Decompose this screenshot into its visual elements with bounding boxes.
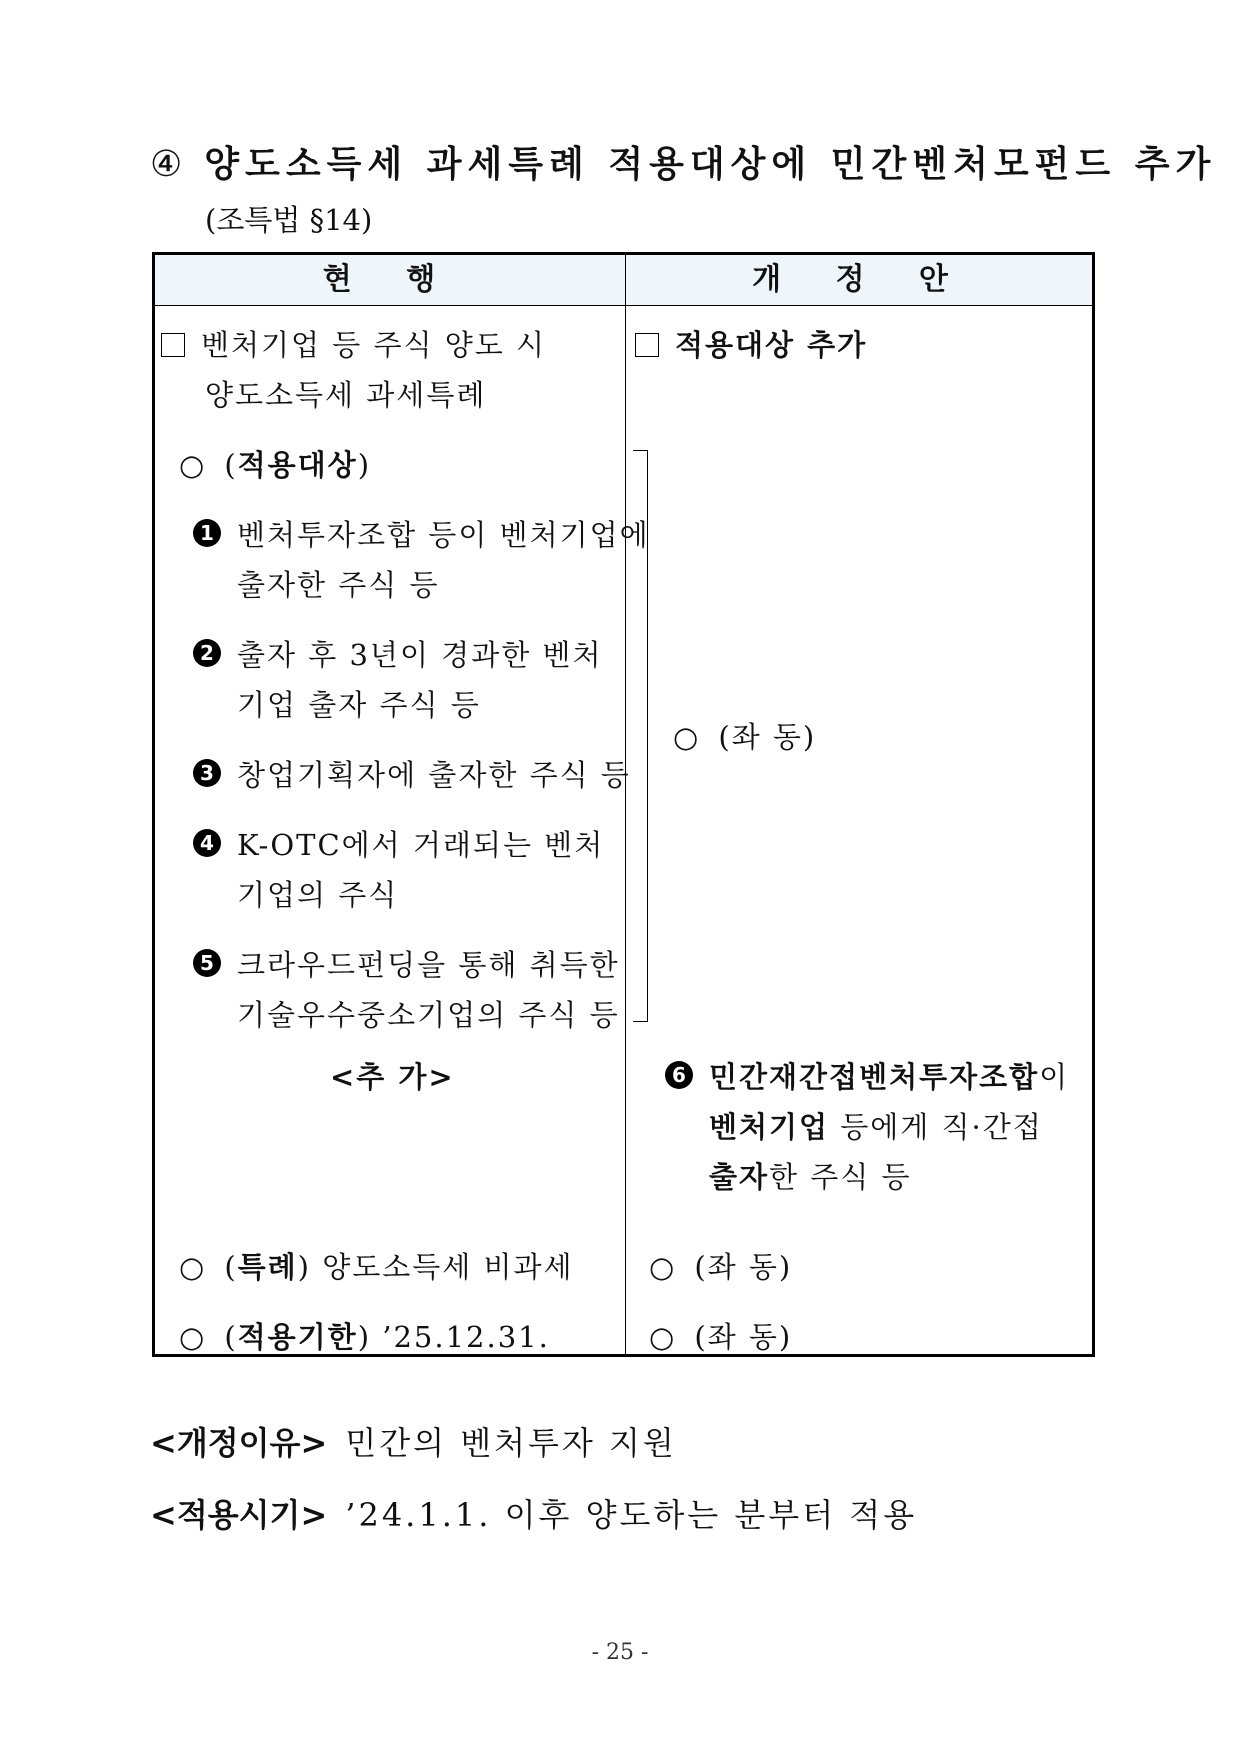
item-1-line1: 벤처투자조합 등이 벤처기업에 [237, 518, 650, 552]
column-divider [625, 255, 626, 1354]
same-text: (좌 동) [694, 1250, 793, 1284]
number-3-icon: 3 [193, 759, 221, 787]
reason-text: 민간의 벤처투자 지원 [345, 1424, 677, 1462]
reason-label: <개정이유> [150, 1424, 328, 1462]
effective-date [150, 1490, 917, 1536]
item-2-line2: 기업 출자 주식 등 [237, 688, 481, 722]
paren-close: ) [357, 1320, 383, 1354]
checkbox-square-icon [635, 333, 659, 357]
effective-text: ’24.1.1. 이후 양도하는 분부터 적용 [345, 1496, 918, 1534]
amendment-reason [150, 1418, 677, 1464]
circle-bullet-icon: ○ [673, 720, 701, 754]
period-label: 적용기한 [237, 1320, 358, 1354]
current-period [179, 1315, 550, 1356]
new-item-tail2: 등에게 직·간접 [829, 1110, 1043, 1144]
circle-bullet-icon: ○ [179, 1250, 207, 1284]
current-summary [161, 323, 546, 364]
section-heading [150, 136, 1216, 187]
page-number: - 25 - [591, 1640, 649, 1665]
new-item-bold2: 벤처기업 [709, 1110, 830, 1144]
paren-close: ) [357, 448, 372, 482]
item-5-line2: 기술우수중소기업의 주식 등 [237, 998, 620, 1032]
circle-bullet-icon: ○ [649, 1320, 677, 1354]
item-4-line1: K-OTC에서 거래되는 벤처 [237, 828, 605, 862]
new-item-tail1: 이 [1039, 1060, 1070, 1094]
new-item-bold1: 민간재간접벤처투자조합 [709, 1060, 1040, 1094]
new-item-line2 [709, 1105, 1043, 1146]
circle-bullet-icon: ○ [179, 1320, 207, 1354]
number-6-icon: 6 [665, 1061, 693, 1089]
new-item-tail3: 한 주식 등 [769, 1160, 912, 1194]
same-as-left-bracket [633, 450, 648, 1022]
paren-open: ( [224, 1320, 238, 1354]
number-5-icon: 5 [193, 949, 221, 977]
circle-bullet-icon: ○ [649, 1250, 677, 1284]
paren-open: ( [224, 1250, 238, 1284]
circle-bullet-icon: ○ [179, 448, 207, 482]
item-5-line1: 크라우드펀딩을 통해 취득한 [237, 948, 620, 982]
addition-marker: <추 가> [330, 1060, 455, 1094]
paren-open: ( [224, 448, 238, 482]
item-2-line1: 출자 후 3년이 경과한 벤처 [237, 638, 603, 672]
item-3-line1: 창업기획자에 출자한 주식 등 [237, 758, 631, 792]
special-label: 특례 [237, 1250, 298, 1284]
new-item-line1 [709, 1055, 1069, 1096]
law-reference: (조특법 §14) [205, 203, 373, 237]
effective-label: <적용시기> [150, 1496, 328, 1534]
current-special [179, 1245, 574, 1286]
revised-special [649, 1245, 792, 1286]
new-item-line3 [709, 1155, 912, 1196]
current-target [179, 443, 371, 484]
revised-summary [635, 323, 867, 364]
new-item-bold3: 출자 [709, 1160, 770, 1194]
number-1-icon: 1 [193, 519, 221, 547]
item-1-line2: 출자한 주식 등 [237, 568, 440, 602]
revised-period [649, 1315, 792, 1356]
paren-close: ) [297, 1250, 323, 1284]
checkbox-square-icon [161, 333, 185, 357]
revised-same-items [673, 715, 816, 756]
period-text: ’25.12.31. [382, 1320, 550, 1354]
header-revised: 개 정 안 [752, 262, 970, 297]
revised-summary-text: 적용대상 추가 [675, 328, 868, 362]
same-text: (좌 동) [694, 1320, 793, 1354]
comparison-table [152, 252, 1095, 1357]
current-summary-line2: 양도소득세 과세특례 [205, 378, 487, 412]
special-text: 양도소득세 비과세 [322, 1250, 574, 1284]
number-4-icon: 4 [193, 829, 221, 857]
target-label: 적용대상 [237, 448, 358, 482]
item-4-line2: 기업의 주식 [237, 878, 399, 912]
section-number: ④ [150, 144, 183, 185]
current-summary-line1: 벤처기업 등 주식 양도 시 [201, 328, 547, 362]
header-current: 현 행 [322, 262, 458, 297]
section-title: 양도소득세 과세특례 적용대상에 민간벤처모펀드 추가 [204, 143, 1217, 185]
number-2-icon: 2 [193, 639, 221, 667]
same-text: (좌 동) [718, 720, 817, 754]
